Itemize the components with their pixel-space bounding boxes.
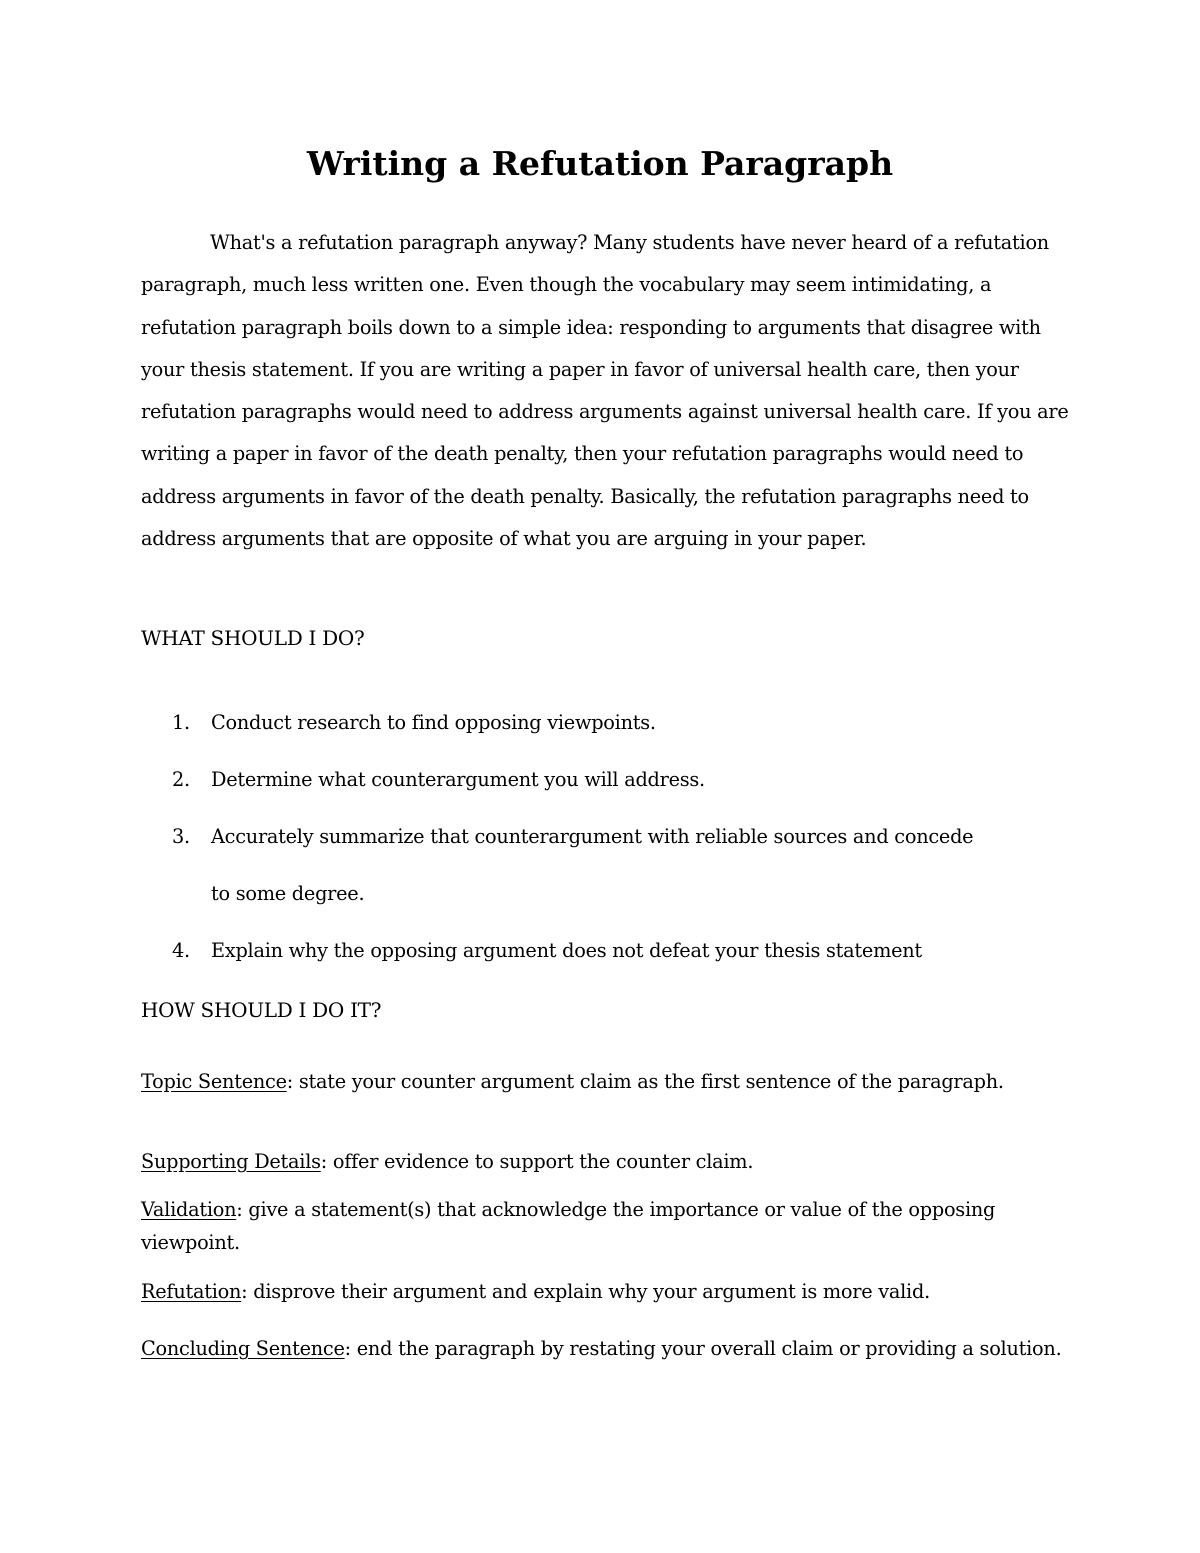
definition-refutation bbox=[141, 1276, 1071, 1309]
list-item-number: 4. bbox=[172, 939, 190, 962]
list-item bbox=[141, 694, 1071, 751]
definition-text: : offer evidence to support the counter claim. bbox=[320, 1150, 754, 1173]
list-item-number: 3. bbox=[172, 825, 190, 848]
definition-term: Topic Sentence bbox=[141, 1070, 287, 1093]
list-item-number: 2. bbox=[172, 768, 190, 791]
definition-text: : end the paragraph by restating your overall claim or providing a solution. bbox=[344, 1337, 1062, 1360]
definition-text: : give a statement(s) that acknowledge the importance or value of the opposing viewpoint. bbox=[141, 1198, 996, 1254]
definition-term: Refutation bbox=[141, 1280, 242, 1303]
definition-supporting-details bbox=[141, 1146, 1071, 1179]
section-heading-how: HOW SHOULD I DO IT? bbox=[141, 998, 382, 1022]
intro-paragraph: What's a refutation paragraph anyway? Many students have never heard of a refutation paragraph, much less written one. Even though the vocabulary may seem intimidating, a refutation paragraph boils down to a simple idea: responding to arguments that disagree with your thesis statement. If you are writing a paper in favor of universal health care, then your refutation paragraphs would need to address arguments against universal health care. If you are writing a paper in favor of the death penalty, then your refutation paragraphs would need to address arguments in favor of the death penalty. Basically, the refutation paragraphs need to address arguments that are opposite of what you are arguing in your paper. bbox=[141, 231, 1069, 551]
definition-validation bbox=[141, 1194, 1071, 1259]
definition-concluding-sentence bbox=[141, 1333, 1071, 1366]
list-item-number: 1. bbox=[172, 711, 190, 734]
document-title: Writing a Refutation Paragraph bbox=[306, 144, 894, 183]
definition-text: : state your counter argument claim as the first sentence of the paragraph. bbox=[286, 1070, 1004, 1093]
list-item-text: Determine what counterargument you will address. bbox=[211, 768, 705, 791]
list-item bbox=[141, 808, 991, 922]
list-item-text: Conduct research to find opposing viewpoints. bbox=[211, 711, 656, 734]
list-item-text: Accurately summarize that counterargument with reliable sources and concede to some degree. bbox=[211, 825, 974, 905]
list-item bbox=[141, 751, 1071, 808]
definition-term: Concluding Sentence bbox=[141, 1337, 345, 1360]
definition-text: : disprove their argument and explain why your argument is more valid. bbox=[241, 1280, 930, 1303]
steps-list bbox=[141, 694, 1071, 979]
definition-topic-sentence bbox=[141, 1066, 1071, 1099]
section-heading-what: WHAT SHOULD I DO? bbox=[141, 626, 365, 650]
definition-term: Validation bbox=[141, 1198, 237, 1221]
definition-term: Supporting Details bbox=[141, 1150, 321, 1173]
list-item-text: Explain why the opposing argument does not defeat your thesis statement bbox=[211, 939, 922, 962]
list-item bbox=[141, 922, 1071, 979]
